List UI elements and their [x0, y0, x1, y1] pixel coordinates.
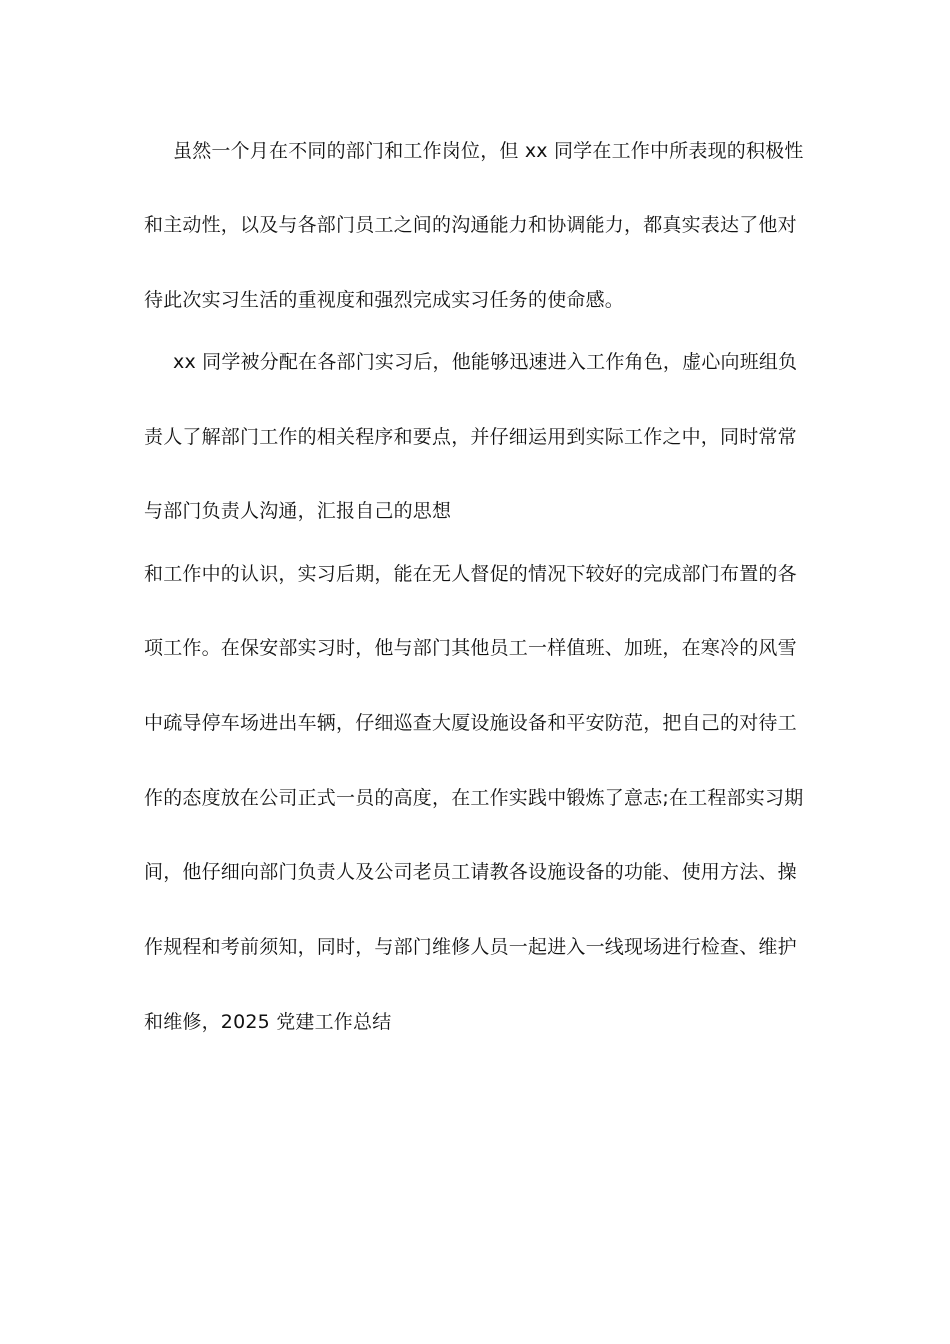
paragraph-3-line-1: 和工作中的认识，实习后期，能在无人督促的情况下较好的完成部门布置的各: [144, 563, 797, 585]
paragraph-3-line-5: 间，他仔细向部门负责人及公司老员工请教各设施设备的功能、使用方法、操: [144, 861, 797, 883]
paragraph-3-line-6: 作规程和考前须知，同时，与部门维修人员一起进入一线现场进行检查、维护: [144, 936, 797, 958]
paragraph-2-line-1: xx 同学被分配在各部门实习后，他能够迅速进入工作角色，虚心向班组负: [173, 351, 798, 373]
paragraph-3-line-3: 中疏导停车场进出车辆，仔细巡查大厦设施设备和平安防范，把自己的对待工: [144, 712, 797, 734]
paragraph-1-line-3: 待此次实习生活的重视度和强烈完成实习任务的使命感。: [144, 289, 625, 311]
paragraph-1-line-2: 和主动性，以及与各部门员工之间的沟通能力和协调能力，都真实表达了他对: [144, 214, 797, 236]
paragraph-3-line-4: 作的态度放在公司正式一员的高度，在工作实践中锻炼了意志;在工程部实习期: [144, 787, 804, 809]
paragraph-2-line-3: 与部门负责人沟通，汇报自己的思想: [144, 500, 452, 522]
paragraph-3-line-2: 项工作。在保安部实习时，他与部门其他员工一样值班、加班，在寒冷的风雪: [144, 637, 797, 659]
paragraph-2-line-2: 责人了解部门工作的相关程序和要点，并仔细运用到实际工作之中，同时常常: [144, 426, 797, 448]
paragraph-3-line-7: 和维修，2025 党建工作总结: [144, 1011, 392, 1033]
paragraph-1-line-1: 虽然一个月在不同的部门和工作岗位，但 xx 同学在工作中所表现的积极性: [173, 140, 804, 162]
